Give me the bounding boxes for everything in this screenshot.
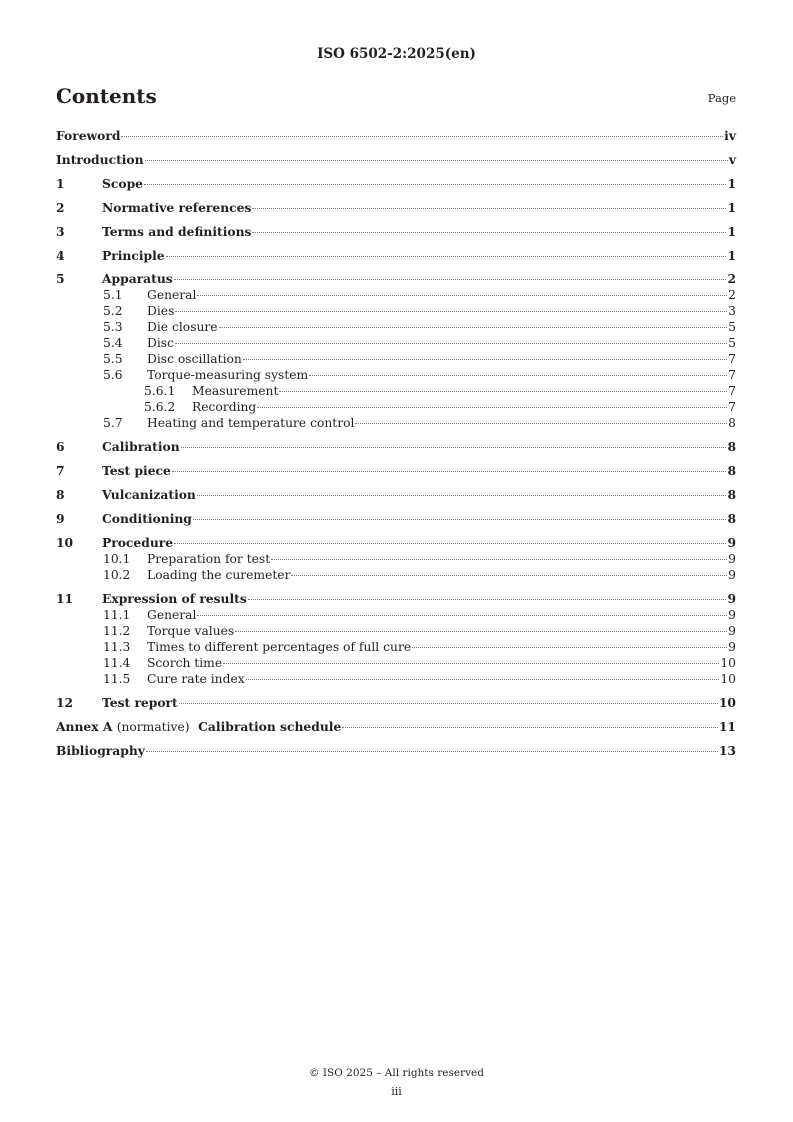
toc-entry-5-5[interactable] xyxy=(56,351,736,367)
toc-entry-5-3[interactable] xyxy=(56,319,736,335)
toc-entry-number: 11.3 xyxy=(103,640,131,654)
toc-entry-number: 5.6.1 xyxy=(144,384,176,398)
dot-leader xyxy=(342,727,718,728)
dot-leader xyxy=(271,559,727,560)
toc-entry-number: 5.2 xyxy=(103,304,123,318)
dot-leader xyxy=(223,663,719,664)
toc-entry-5-4[interactable] xyxy=(56,335,736,351)
toc-entry-11-4[interactable] xyxy=(56,655,736,671)
toc-entry-page: 11 xyxy=(718,719,736,734)
toc-entry-title: Principle xyxy=(102,248,165,263)
toc-entry-number: 11 xyxy=(56,591,74,606)
toc-entry-title: Torque-measuring system xyxy=(147,368,309,382)
toc-entry-title: Foreword xyxy=(56,128,121,143)
toc-entry-title: Test report xyxy=(102,695,178,710)
toc-entry-page: 9 xyxy=(727,591,736,606)
dot-leader xyxy=(248,599,727,600)
toc-entry-page: 13 xyxy=(718,743,736,758)
toc-entry-foreword[interactable] xyxy=(56,128,736,144)
document-header-title: ISO 6502-2:2025(en) xyxy=(317,46,476,62)
toc-entry-number: 1 xyxy=(56,176,65,191)
toc-entry-title: Torque values xyxy=(147,624,235,638)
toc-entry-page: v xyxy=(728,152,736,167)
toc-entry-title: Cure rate index xyxy=(147,672,245,686)
toc-entry-5-6-2[interactable] xyxy=(56,399,736,415)
toc-entry-number: 4 xyxy=(56,248,65,263)
toc-entry-title xyxy=(56,719,341,735)
toc-entry-page: 10 xyxy=(720,656,736,670)
dot-leader xyxy=(172,471,727,472)
toc-entry-page: 5 xyxy=(728,320,736,334)
copyright-footer: © ISO 2025 – All rights reserved xyxy=(309,1067,484,1079)
toc-entry-5-7[interactable] xyxy=(56,415,736,431)
toc-entry-number: 3 xyxy=(56,224,65,239)
dot-leader xyxy=(197,615,727,616)
toc-entry-title: Introduction xyxy=(56,152,144,167)
toc-entry-11-1[interactable] xyxy=(56,607,736,623)
dot-leader xyxy=(175,343,727,344)
toc-entry-page: 9 xyxy=(728,640,736,654)
toc-entry-10[interactable] xyxy=(56,535,736,551)
toc-entry-page: iv xyxy=(724,128,736,143)
toc-entry-page: 8 xyxy=(727,463,736,478)
toc-entry-bibliography[interactable] xyxy=(56,743,736,759)
toc-entry-title: Recording xyxy=(192,400,257,414)
toc-entry-number: 10.2 xyxy=(103,568,131,582)
toc-entry-page: 2 xyxy=(727,271,736,286)
toc-entry-number: 9 xyxy=(56,511,65,526)
toc-entry-page: 7 xyxy=(728,400,736,414)
toc-entry-7[interactable] xyxy=(56,463,736,479)
dot-leader xyxy=(309,375,727,376)
contents-heading: Contents xyxy=(56,84,157,108)
annex-status: (normative) xyxy=(116,720,190,734)
toc-entry-page: 10 xyxy=(720,672,736,686)
toc-entry-title: Heating and temperature control xyxy=(147,416,355,430)
toc-entry-title: Die closure xyxy=(147,320,218,334)
toc-entry-number: 7 xyxy=(56,463,65,478)
dot-leader xyxy=(174,279,727,280)
toc-entry-title: Disc oscillation xyxy=(147,352,242,366)
toc-entry-number: 10 xyxy=(56,535,74,550)
toc-entry-number: 2 xyxy=(56,200,65,215)
page-number: iii xyxy=(391,1085,402,1098)
dot-leader xyxy=(243,359,727,360)
toc-entry-title: Test piece xyxy=(102,463,171,478)
toc-entry-page: 3 xyxy=(728,304,736,318)
toc-entry-page: 9 xyxy=(728,624,736,638)
toc-entry-page: 8 xyxy=(727,439,736,454)
toc-entry-10-2[interactable] xyxy=(56,567,736,583)
toc-entry-5[interactable] xyxy=(56,271,736,287)
toc-entry-page: 2 xyxy=(728,288,736,302)
toc-entry-title: Bibliography xyxy=(56,743,145,758)
toc-entry-11-3[interactable] xyxy=(56,639,736,655)
dot-leader xyxy=(145,160,728,161)
toc-entry-title: Scorch time xyxy=(147,656,223,670)
toc-entry-page: 1 xyxy=(727,224,736,239)
toc-entry-number: 5 xyxy=(56,271,65,286)
dot-leader xyxy=(121,136,723,137)
toc-entry-title: Normative references xyxy=(102,200,252,215)
dot-leader xyxy=(181,447,727,448)
toc-entry-title: Terms and definitions xyxy=(102,224,252,239)
toc-entry-title: Times to different percentages of full cure xyxy=(147,640,412,654)
toc-entry-page: 9 xyxy=(727,535,736,550)
toc-entry-title: General xyxy=(147,288,197,302)
toc-entry-number: 8 xyxy=(56,487,65,502)
toc-entry-number: 5.1 xyxy=(103,288,123,302)
toc-entry-title: Disc xyxy=(147,336,174,350)
toc-entry-1[interactable] xyxy=(56,176,736,192)
toc-entry-page: 7 xyxy=(728,352,736,366)
toc-entry-6[interactable] xyxy=(56,439,736,455)
dot-leader xyxy=(146,751,718,752)
dot-leader xyxy=(412,647,727,648)
toc-entry-3[interactable] xyxy=(56,224,736,240)
annex-label: Annex A xyxy=(56,719,113,734)
toc-entry-number: 11.1 xyxy=(103,608,131,622)
dot-leader xyxy=(257,407,727,408)
toc-entry-page: 8 xyxy=(727,511,736,526)
toc-entry-9[interactable] xyxy=(56,511,736,527)
toc-entry-5-6[interactable] xyxy=(56,367,736,383)
toc-entry-title: Apparatus xyxy=(102,271,173,286)
dot-leader xyxy=(279,391,727,392)
toc-entry-number: 5.4 xyxy=(103,336,123,350)
toc-entry-page: 1 xyxy=(727,248,736,263)
dot-leader xyxy=(193,519,727,520)
page-column-label: Page xyxy=(707,91,736,105)
toc-entry-number: 5.5 xyxy=(103,352,123,366)
toc-entry-5-6-1[interactable] xyxy=(56,383,736,399)
toc-entry-number: 6 xyxy=(56,439,65,454)
dot-leader xyxy=(246,679,720,680)
toc-entry-number: 5.3 xyxy=(103,320,123,334)
dot-leader xyxy=(166,256,727,257)
toc-entry-number: 12 xyxy=(56,695,74,710)
dot-leader xyxy=(197,495,727,496)
toc-entry-number: 11.5 xyxy=(103,672,131,686)
toc-entry-number: 5.6 xyxy=(103,368,123,382)
toc-entry-page: 10 xyxy=(718,695,736,710)
toc-entry-5-1[interactable] xyxy=(56,287,736,303)
dot-leader xyxy=(175,311,727,312)
toc-entry-11-5[interactable] xyxy=(56,671,736,687)
toc-entry-page: 9 xyxy=(728,568,736,582)
dot-leader xyxy=(197,295,727,296)
toc-entry-introduction[interactable] xyxy=(56,152,736,168)
toc-entry-number: 5.6.2 xyxy=(144,400,176,414)
toc-entry-page: 1 xyxy=(727,200,736,215)
toc-entry-page: 1 xyxy=(727,176,736,191)
toc-entry-title: General xyxy=(147,608,197,622)
toc-entry-page: 7 xyxy=(728,368,736,382)
toc-entry-8[interactable] xyxy=(56,487,736,503)
toc-entry-page: 7 xyxy=(728,384,736,398)
toc-entry-title: Scope xyxy=(102,176,143,191)
dot-leader xyxy=(235,631,727,632)
toc-entry-5-2[interactable] xyxy=(56,303,736,319)
toc-entry-2[interactable] xyxy=(56,200,736,216)
toc-entry-page: 8 xyxy=(727,487,736,502)
toc-entry-title: Preparation for test xyxy=(147,552,271,566)
toc-entry-4[interactable] xyxy=(56,248,736,264)
toc-entry-page: 9 xyxy=(728,608,736,622)
toc-entry-number: 5.7 xyxy=(103,416,123,430)
toc-entry-title: Loading the curemeter xyxy=(147,568,291,582)
dot-leader xyxy=(174,543,726,544)
toc-entry-title: Vulcanization xyxy=(102,487,196,502)
toc-entry-11-2[interactable] xyxy=(56,623,736,639)
toc-entry-page: 9 xyxy=(728,552,736,566)
toc-entry-title: Calibration xyxy=(102,439,180,454)
toc-entry-title: Conditioning xyxy=(102,511,192,526)
toc-entry-10-1[interactable] xyxy=(56,551,736,567)
toc-entry-number: 11.4 xyxy=(103,656,131,670)
dot-leader xyxy=(219,327,728,328)
toc-entry-title: Procedure xyxy=(102,535,174,550)
toc-entry-page: 5 xyxy=(728,336,736,350)
toc-entry-title: Measurement xyxy=(192,384,279,398)
toc-entry-11[interactable] xyxy=(56,591,736,607)
toc-entry-annex-a[interactable] xyxy=(56,719,736,735)
toc-entry-number: 11.2 xyxy=(103,624,131,638)
toc-entry-page: 8 xyxy=(728,416,736,430)
dot-leader xyxy=(144,184,726,185)
toc-entry-title: Expression of results xyxy=(102,591,247,606)
toc-entry-title: Dies xyxy=(147,304,175,318)
dot-leader xyxy=(252,208,726,209)
annex-title: Calibration schedule xyxy=(198,719,342,734)
toc-entry-12[interactable] xyxy=(56,695,736,711)
dot-leader xyxy=(179,703,718,704)
dot-leader xyxy=(252,232,726,233)
dot-leader xyxy=(355,423,727,424)
toc-entry-number: 10.1 xyxy=(103,552,131,566)
dot-leader xyxy=(291,575,727,576)
